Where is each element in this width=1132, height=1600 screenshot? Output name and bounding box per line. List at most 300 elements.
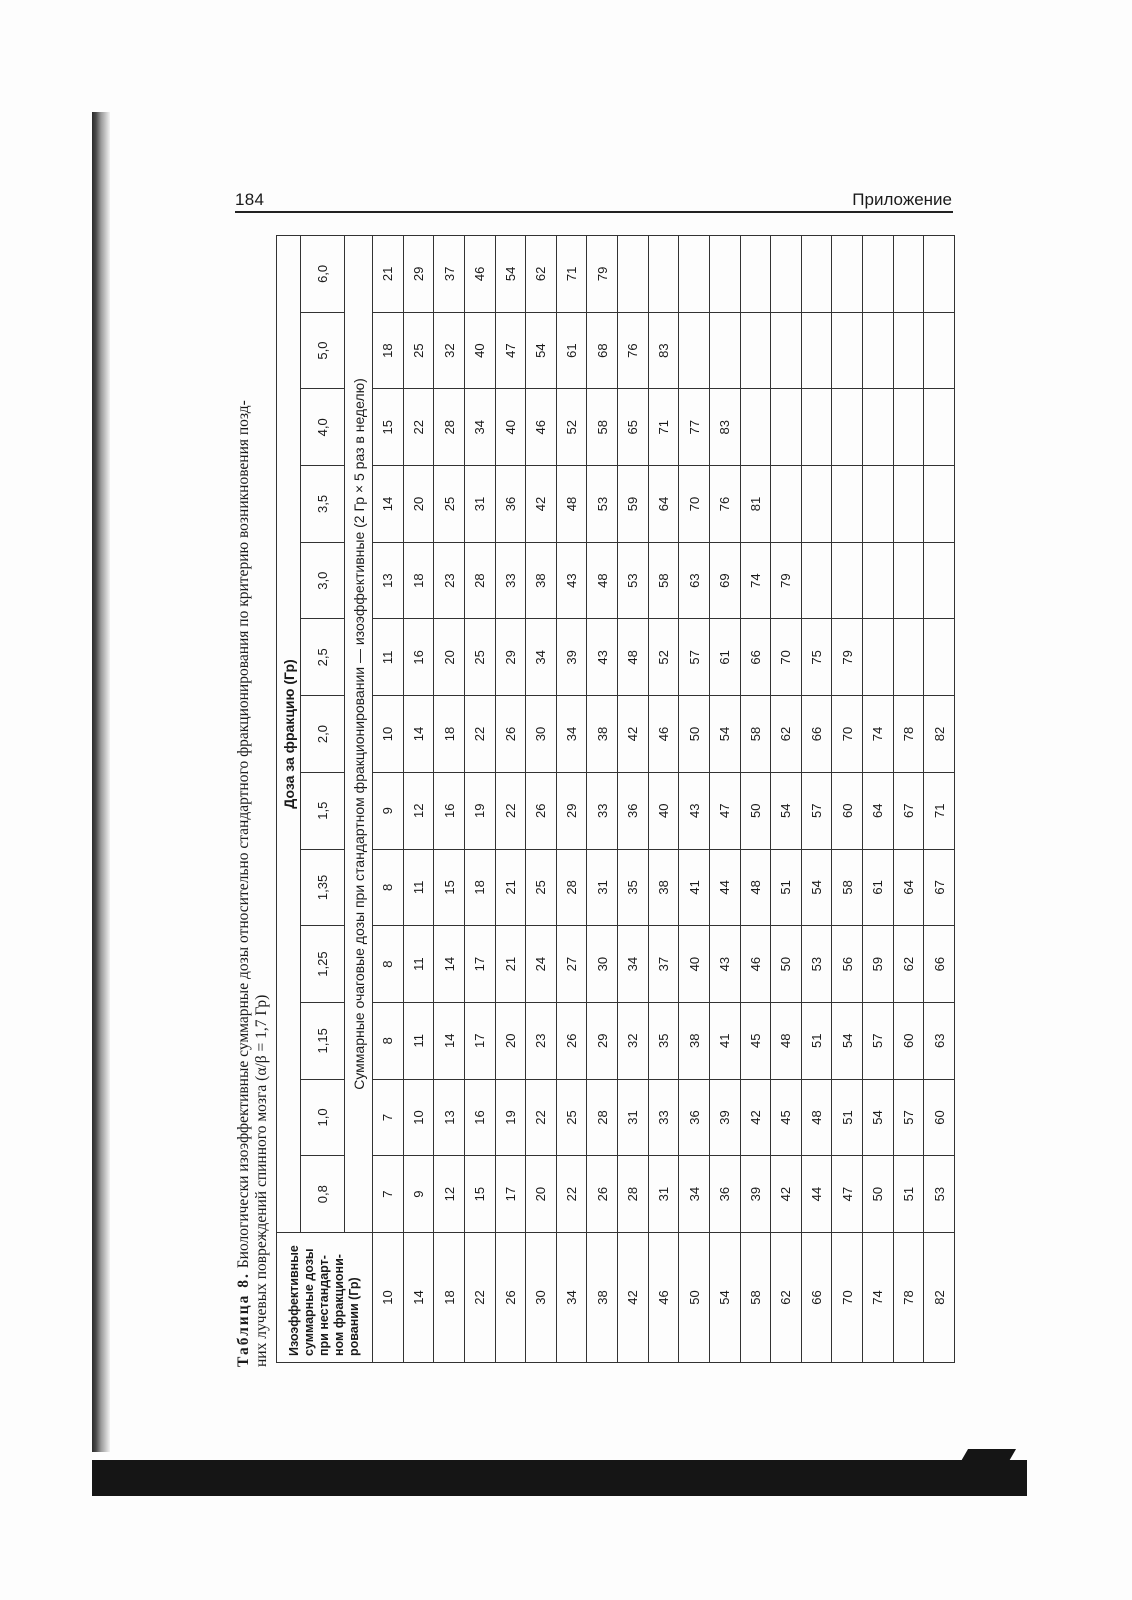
row-label: 70	[832, 1233, 863, 1363]
table-cell	[618, 236, 649, 313]
row-label: 34	[556, 1233, 587, 1363]
table-cell: 26	[495, 696, 526, 773]
row-label: 42	[618, 1233, 649, 1363]
table-cell: 16	[464, 1079, 495, 1156]
table-cell: 43	[709, 926, 740, 1003]
table-cell: 29	[587, 1002, 618, 1079]
table-cell: 41	[679, 849, 710, 926]
table-cell	[924, 619, 955, 696]
table-cell	[924, 236, 955, 313]
table-cell: 68	[587, 312, 618, 389]
table-cell	[863, 312, 894, 389]
table-cell: 39	[740, 1156, 771, 1233]
table-cell: 19	[495, 1079, 526, 1156]
table-cell	[893, 389, 924, 466]
table-cell: 28	[556, 849, 587, 926]
table-cell: 25	[464, 619, 495, 696]
table-cell: 36	[709, 1156, 740, 1233]
table-cell: 25	[556, 1079, 587, 1156]
table-cell: 34	[464, 389, 495, 466]
row-label: 10	[373, 1233, 404, 1363]
table-cell: 54	[801, 849, 832, 926]
table-cell	[863, 236, 894, 313]
table-cell: 48	[740, 849, 771, 926]
table-cell: 32	[618, 1002, 649, 1079]
table-cell	[832, 542, 863, 619]
table-row	[648, 236, 679, 1363]
table-cell: 61	[709, 619, 740, 696]
table-cell: 22	[556, 1156, 587, 1233]
column-header: 2,0	[301, 696, 345, 773]
table-cell: 20	[495, 1002, 526, 1079]
table-cell: 51	[893, 1156, 924, 1233]
table-cell	[832, 466, 863, 543]
table-cell: 21	[495, 849, 526, 926]
table-cell: 67	[924, 849, 955, 926]
table-cell: 31	[464, 466, 495, 543]
table-row	[464, 236, 495, 1363]
table-cell: 30	[587, 926, 618, 1003]
table-cell: 32	[434, 312, 465, 389]
row-header: Изоэффективные суммарные дозы при нестандарт-ном фракциони-ровании (Гр)	[277, 1233, 373, 1363]
table-cell	[801, 389, 832, 466]
table-row	[679, 236, 710, 1363]
table-cell	[893, 466, 924, 543]
table-row	[556, 236, 587, 1363]
table-cell	[740, 389, 771, 466]
table-cell: 18	[464, 849, 495, 926]
row-label: 66	[801, 1233, 832, 1363]
table-cell: 48	[771, 1002, 802, 1079]
table-cell: 57	[893, 1079, 924, 1156]
table-cell: 47	[832, 1156, 863, 1233]
rotated-table-block	[235, 225, 957, 1367]
table-cell: 12	[403, 772, 434, 849]
table-cell: 20	[434, 619, 465, 696]
table-cell: 50	[740, 772, 771, 849]
table-cell: 51	[771, 849, 802, 926]
table-cell: 16	[434, 772, 465, 849]
table-cell: 22	[464, 696, 495, 773]
table-cell: 31	[648, 1156, 679, 1233]
row-label: 74	[863, 1233, 894, 1363]
table-cell: 14	[434, 926, 465, 1003]
table-body	[373, 236, 955, 1363]
table-cell: 48	[556, 466, 587, 543]
table-cell	[863, 389, 894, 466]
table-cell: 28	[434, 389, 465, 466]
row-label: 62	[771, 1233, 802, 1363]
table-cell: 15	[464, 1156, 495, 1233]
table-cell: 79	[587, 236, 618, 313]
row-label: 38	[587, 1233, 618, 1363]
table-cell: 39	[709, 1079, 740, 1156]
table-cell: 18	[434, 696, 465, 773]
table-row	[618, 236, 649, 1363]
table-caption	[235, 235, 275, 1367]
table-cell: 43	[556, 542, 587, 619]
table-cell: 43	[679, 772, 710, 849]
table-cell: 53	[924, 1156, 955, 1233]
table-cell: 22	[495, 772, 526, 849]
table-cell: 10	[403, 1079, 434, 1156]
table-cell: 81	[740, 466, 771, 543]
table-cell: 11	[403, 926, 434, 1003]
table-cell: 29	[495, 619, 526, 696]
table-cell: 50	[771, 926, 802, 1003]
table-cell: 36	[495, 466, 526, 543]
row-label: 14	[403, 1233, 434, 1363]
row-label: 82	[924, 1233, 955, 1363]
dose-table	[276, 235, 955, 1363]
table-row	[801, 236, 832, 1363]
table-cell: 42	[771, 1156, 802, 1233]
table-cell: 17	[464, 926, 495, 1003]
table-cell: 21	[373, 236, 404, 313]
table-cell: 74	[740, 542, 771, 619]
table-cell: 63	[924, 1002, 955, 1079]
table-cell: 13	[373, 542, 404, 619]
table-cell	[863, 466, 894, 543]
table-cell: 46	[740, 926, 771, 1003]
table-cell: 75	[801, 619, 832, 696]
table-cell	[924, 542, 955, 619]
table-cell: 40	[648, 772, 679, 849]
table-cell: 64	[863, 772, 894, 849]
table-cell	[832, 389, 863, 466]
table-row	[526, 236, 557, 1363]
table-cell	[924, 466, 955, 543]
table-cell: 58	[740, 696, 771, 773]
row-label: 78	[893, 1233, 924, 1363]
table-row	[587, 236, 618, 1363]
table-cell: 9	[373, 772, 404, 849]
table-cell: 30	[526, 696, 557, 773]
column-header: 1,35	[301, 849, 345, 926]
table-cell: 18	[373, 312, 404, 389]
table-cell: 76	[709, 466, 740, 543]
table-row	[893, 236, 924, 1363]
table-cell: 69	[709, 542, 740, 619]
table-cell: 48	[801, 1079, 832, 1156]
table-cell: 40	[464, 312, 495, 389]
table-cell: 70	[832, 696, 863, 773]
table-cell: 66	[801, 696, 832, 773]
row-label: 58	[740, 1233, 771, 1363]
table-cell: 60	[924, 1079, 955, 1156]
row-label: 30	[526, 1233, 557, 1363]
column-header: 1,15	[301, 1002, 345, 1079]
table-cell: 61	[556, 312, 587, 389]
table-cell	[771, 466, 802, 543]
table-cell: 78	[893, 696, 924, 773]
table-row	[771, 236, 802, 1363]
table-cell: 28	[618, 1156, 649, 1233]
column-header: 1,5	[301, 772, 345, 849]
table-cell	[771, 312, 802, 389]
table-row	[863, 236, 894, 1363]
scan-binding-shadow	[92, 112, 110, 1452]
table-cell: 22	[526, 1079, 557, 1156]
table-cell	[740, 312, 771, 389]
table-cell: 15	[373, 389, 404, 466]
table-cell	[740, 236, 771, 313]
table-cell: 54	[526, 312, 557, 389]
table-cell: 46	[648, 696, 679, 773]
table-cell: 15	[434, 849, 465, 926]
page-number: 184	[235, 190, 265, 209]
caption-line2: них лучевых повреждений спинного мозга (α/β = 1,7 Гр)	[253, 994, 270, 1367]
row-label: 18	[434, 1233, 465, 1363]
table-cell	[679, 236, 710, 313]
table-cell: 58	[832, 849, 863, 926]
table-cell: 37	[648, 926, 679, 1003]
table-cell	[893, 236, 924, 313]
table-cell: 9	[403, 1156, 434, 1233]
table-cell: 11	[403, 849, 434, 926]
table-cell: 21	[495, 926, 526, 1003]
header-rule	[235, 211, 953, 213]
table-cell: 44	[801, 1156, 832, 1233]
table-cell: 40	[495, 389, 526, 466]
table-cell: 47	[495, 312, 526, 389]
table-cell: 66	[740, 619, 771, 696]
table-cell: 47	[709, 772, 740, 849]
table-cell: 37	[434, 236, 465, 313]
table-cell	[709, 312, 740, 389]
table-cell: 51	[801, 1002, 832, 1079]
table-cell: 8	[373, 849, 404, 926]
table-cell: 29	[556, 772, 587, 849]
table-cell: 10	[373, 696, 404, 773]
table-cell: 54	[863, 1079, 894, 1156]
table-cell: 34	[556, 696, 587, 773]
table-cell: 38	[587, 696, 618, 773]
table-cell: 17	[495, 1156, 526, 1233]
table-cell: 66	[924, 926, 955, 1003]
table-cell	[801, 466, 832, 543]
table-cell: 70	[771, 619, 802, 696]
table-cell: 26	[587, 1156, 618, 1233]
table-cell: 71	[924, 772, 955, 849]
table-cell: 18	[403, 542, 434, 619]
scan-bottom-border	[92, 1460, 1027, 1496]
table-cell: 50	[679, 696, 710, 773]
row-label: 54	[709, 1233, 740, 1363]
table-cell: 26	[526, 772, 557, 849]
table-cell: 82	[924, 696, 955, 773]
table-cell: 34	[679, 1156, 710, 1233]
table-cell: 60	[832, 772, 863, 849]
table-cell: 53	[618, 542, 649, 619]
table-cell: 39	[556, 619, 587, 696]
table-cell: 54	[771, 772, 802, 849]
table-cell: 33	[648, 1079, 679, 1156]
table-row	[832, 236, 863, 1363]
table-cell: 52	[648, 619, 679, 696]
table-cell	[893, 619, 924, 696]
table-cell: 67	[893, 772, 924, 849]
table-cell: 54	[832, 1002, 863, 1079]
table-cell: 83	[709, 389, 740, 466]
table-cell: 62	[893, 926, 924, 1003]
table-cell: 56	[832, 926, 863, 1003]
table-cell: 79	[832, 619, 863, 696]
caption-line1: Биологически изоэффективные суммарные дозы относительно стандартного фракционирования по критерию возникновения позд-	[235, 400, 252, 1273]
table-cell: 42	[740, 1079, 771, 1156]
table-cell: 20	[403, 466, 434, 543]
table-cell	[893, 312, 924, 389]
scan-bottom-notch	[960, 1449, 1016, 1463]
table-cell: 8	[373, 926, 404, 1003]
table-cell: 7	[373, 1156, 404, 1233]
table-cell	[863, 542, 894, 619]
table-row	[709, 236, 740, 1363]
table-cell: 22	[403, 389, 434, 466]
table-cell: 19	[464, 772, 495, 849]
table-cell: 45	[740, 1002, 771, 1079]
row-label: 46	[648, 1233, 679, 1363]
table-cell	[924, 312, 955, 389]
table-cell: 25	[526, 849, 557, 926]
table-cell: 58	[587, 389, 618, 466]
table-cell: 57	[801, 772, 832, 849]
table-cell: 52	[556, 389, 587, 466]
table-cell: 79	[771, 542, 802, 619]
table-cell: 70	[679, 466, 710, 543]
table-cell: 34	[526, 619, 557, 696]
table-cell: 13	[434, 1079, 465, 1156]
table-cell: 57	[679, 619, 710, 696]
row-label: 22	[464, 1233, 495, 1363]
table-cell: 46	[526, 389, 557, 466]
table-cell: 26	[556, 1002, 587, 1079]
row-label: 50	[679, 1233, 710, 1363]
column-header: 4,0	[301, 389, 345, 466]
table-cell: 38	[679, 1002, 710, 1079]
table-cell	[801, 236, 832, 313]
table-row	[495, 236, 526, 1363]
column-header: 1,25	[301, 926, 345, 1003]
table-cell: 28	[587, 1079, 618, 1156]
table-cell: 61	[863, 849, 894, 926]
table-cell: 45	[771, 1079, 802, 1156]
caption-label: Таблица 8.	[235, 1272, 252, 1367]
table-cell: 36	[679, 1079, 710, 1156]
table-cell: 58	[648, 542, 679, 619]
table-cell: 24	[526, 926, 557, 1003]
column-header: 6,0	[301, 236, 345, 313]
section-title: Приложение	[852, 190, 952, 209]
table-cell: 7	[373, 1079, 404, 1156]
table-row	[740, 236, 771, 1363]
table-cell: 34	[618, 926, 649, 1003]
table-cell: 62	[526, 236, 557, 313]
table-cell: 76	[618, 312, 649, 389]
table-cell: 16	[403, 619, 434, 696]
table-row	[434, 236, 465, 1363]
table-cell: 23	[526, 1002, 557, 1079]
subheader: Суммарные очаговые дозы при стандартном фракционировании — изоэффективные (2 Гр × 5 раз в неделю)	[345, 236, 373, 1233]
table-row	[373, 236, 404, 1363]
table-cell	[648, 236, 679, 313]
table-cell	[709, 236, 740, 313]
table-cell	[679, 312, 710, 389]
table-cell: 59	[618, 466, 649, 543]
table-cell: 29	[403, 236, 434, 313]
table-cell: 51	[832, 1079, 863, 1156]
table-cell: 53	[801, 926, 832, 1003]
table-cell: 28	[464, 542, 495, 619]
table-cell	[801, 312, 832, 389]
table-row	[924, 236, 955, 1363]
table-cell: 64	[893, 849, 924, 926]
column-header: 1,0	[301, 1079, 345, 1156]
row-label: 26	[495, 1233, 526, 1363]
table-cell: 64	[648, 466, 679, 543]
table-cell: 50	[863, 1156, 894, 1233]
table-cell: 12	[434, 1156, 465, 1233]
table-cell	[863, 619, 894, 696]
table-cell: 25	[403, 312, 434, 389]
table-cell: 38	[648, 849, 679, 926]
table-cell: 11	[403, 1002, 434, 1079]
column-header: 0,8	[301, 1156, 345, 1233]
table-cell: 38	[526, 542, 557, 619]
table-cell: 27	[556, 926, 587, 1003]
table-cell: 48	[587, 542, 618, 619]
table-cell: 33	[587, 772, 618, 849]
table-cell: 83	[648, 312, 679, 389]
table-cell: 44	[709, 849, 740, 926]
table-cell: 14	[434, 1002, 465, 1079]
table-cell: 63	[679, 542, 710, 619]
dose-header: Доза за фракцию (Гр)	[277, 236, 301, 1233]
table-cell: 8	[373, 1002, 404, 1079]
table-cell: 25	[434, 466, 465, 543]
table-cell: 35	[648, 1002, 679, 1079]
table-cell: 74	[863, 696, 894, 773]
table-cell: 54	[709, 696, 740, 773]
table-cell: 60	[893, 1002, 924, 1079]
table-cell	[924, 389, 955, 466]
table-cell: 36	[618, 772, 649, 849]
table-cell: 62	[771, 696, 802, 773]
table-cell	[771, 389, 802, 466]
column-header-row	[301, 236, 345, 1363]
table-cell	[832, 312, 863, 389]
table-cell: 77	[679, 389, 710, 466]
column-header: 2,5	[301, 619, 345, 696]
table-cell: 43	[587, 619, 618, 696]
table-cell: 20	[526, 1156, 557, 1233]
column-header: 3,5	[301, 466, 345, 543]
table-cell: 17	[464, 1002, 495, 1079]
table-cell: 65	[618, 389, 649, 466]
table-cell	[893, 542, 924, 619]
table-row	[403, 236, 434, 1363]
table-cell: 46	[464, 236, 495, 313]
table-cell	[801, 542, 832, 619]
table-cell: 53	[587, 466, 618, 543]
table-cell: 31	[587, 849, 618, 926]
table-cell	[771, 236, 802, 313]
table-cell: 41	[709, 1002, 740, 1079]
table-cell: 71	[648, 389, 679, 466]
column-header: 3,0	[301, 542, 345, 619]
table-cell	[832, 236, 863, 313]
table-cell: 42	[526, 466, 557, 543]
